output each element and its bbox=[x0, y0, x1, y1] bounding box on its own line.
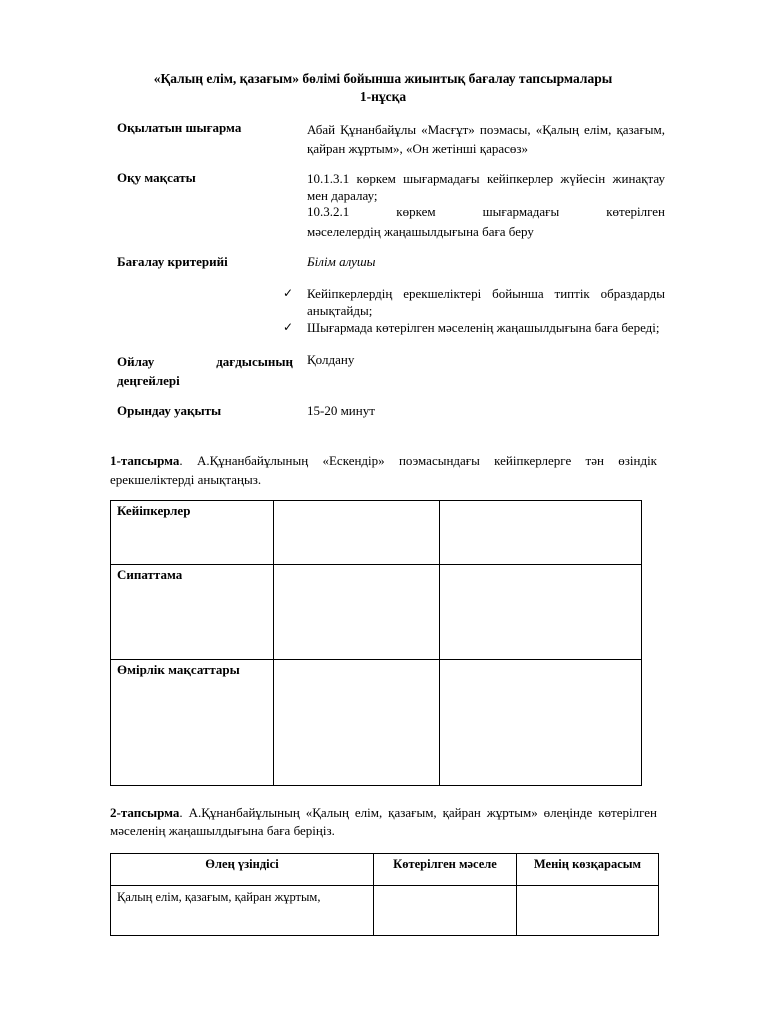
task2-instruction bbox=[110, 804, 657, 840]
answer-cell[interactable] bbox=[440, 501, 642, 565]
row-label-life-goals: Өмірлік мақсаттары bbox=[111, 660, 274, 786]
criteria-item-text: Шығармада көтерілген мәселенің жаңашылдығына баға береді; bbox=[307, 320, 660, 335]
work-label: Оқылатын шығарма bbox=[117, 120, 242, 135]
answer-cell[interactable] bbox=[274, 501, 440, 565]
criteria-item bbox=[283, 285, 665, 319]
answer-cell[interactable] bbox=[517, 886, 659, 936]
header-poem-excerpt: Өлең үзіндісі bbox=[111, 854, 374, 886]
criteria-item bbox=[283, 319, 665, 336]
variant-label: 1-нұсқа bbox=[359, 89, 407, 104]
task2-text: . А.Құнанбайұлының «Қалың елім, қазағым, қайран жұртым» өлеңінде көтерілген мәселенің жаңашылдығына баға беріңіз. bbox=[110, 805, 657, 838]
row-label-characters: Кейіпкерлер bbox=[111, 501, 274, 565]
task2-number: 2-тапсырма bbox=[110, 805, 180, 820]
goal-value-1: 10.1.3.1 көркем шығармадағы кейіпкерлер жүйесін жинақтау мен даралау; bbox=[307, 171, 665, 203]
table-row bbox=[111, 501, 642, 565]
checkmark-icon: ✓ bbox=[283, 286, 294, 300]
row-label-description: Сипаттама bbox=[111, 565, 274, 660]
task1-table bbox=[110, 500, 642, 786]
document-title: «Қалың елім, қазағым» бөлімі бойынша жиынтық бағалау тапсырмалары bbox=[153, 71, 613, 86]
time-label: Орындау уақыты bbox=[117, 403, 222, 418]
goal-value-2b: мәселелердің жаңашылдығына баға беру bbox=[307, 224, 534, 239]
answer-cell[interactable] bbox=[440, 660, 642, 786]
table-row bbox=[111, 660, 642, 786]
table-header-row bbox=[111, 854, 659, 886]
criteria-list bbox=[283, 285, 665, 336]
answer-cell[interactable] bbox=[440, 565, 642, 660]
goal-label: Оқу мақсаты bbox=[117, 170, 196, 185]
header-raised-issue: Көтерілген мәселе bbox=[374, 854, 517, 886]
work-value: Абай Құнанбайұлы «Масғұт» поэмасы, «Қалың елім, қазағым, қайран жұртым», «Он жетінші қарасөз» bbox=[307, 122, 665, 156]
checkmark-icon: ✓ bbox=[283, 320, 294, 334]
criteria-label: Бағалау критерийі bbox=[117, 254, 228, 269]
thinking-label: Ойлау дағдысының деңгейлері bbox=[117, 354, 293, 388]
poem-excerpt-cell: Қалың елім, қазағым, қайран жұртым, bbox=[111, 886, 374, 936]
task1-instruction bbox=[110, 451, 657, 489]
table-row bbox=[111, 565, 642, 660]
task2-table bbox=[110, 853, 659, 936]
header-my-view: Менің көзқарасым bbox=[517, 854, 659, 886]
criteria-item-text: Кейіпкерлердің ерекшеліктері бойынша типтік образдарды анықтайды; bbox=[307, 286, 665, 318]
table-row bbox=[111, 886, 659, 936]
goal-value-2a: 10.3.2.1 көркем шығармадағы көтерілген bbox=[307, 204, 665, 219]
task1-number: 1-тапсырма bbox=[110, 453, 180, 468]
criteria-value: Білім алушы bbox=[307, 254, 376, 269]
answer-cell[interactable] bbox=[374, 886, 517, 936]
time-value: 15-20 минут bbox=[307, 403, 375, 418]
thinking-value: Қолдану bbox=[307, 352, 355, 367]
answer-cell[interactable] bbox=[274, 660, 440, 786]
answer-cell[interactable] bbox=[274, 565, 440, 660]
task1-text: . А.Құнанбайұлының «Ескендір» поэмасындағы кейіпкерлерге тән өзіндік ерекшеліктерді анықтаңыз. bbox=[110, 453, 657, 487]
